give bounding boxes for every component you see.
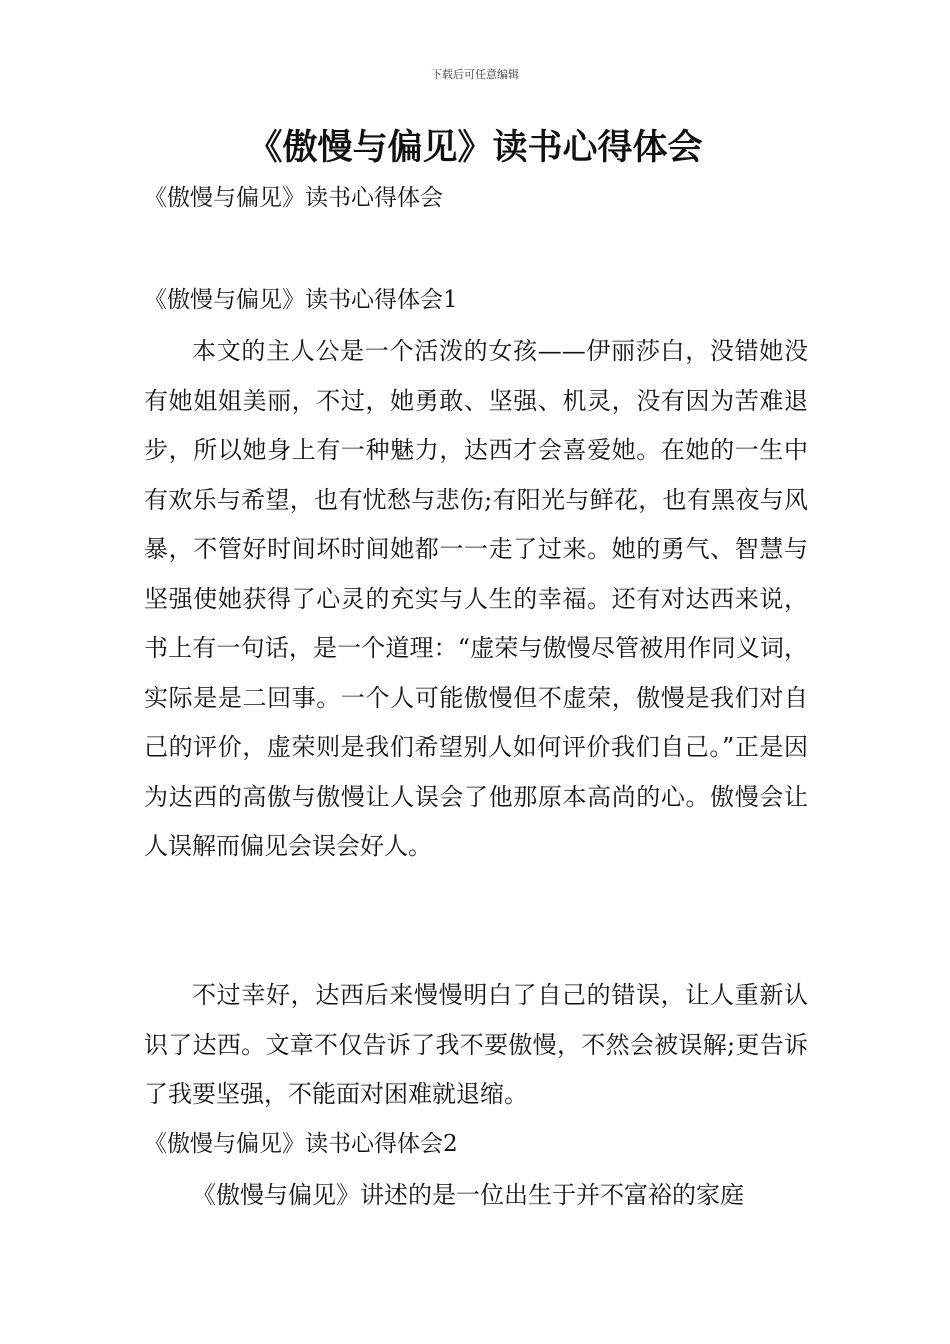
document-subtitle: 《傲慢与偏见》读书心得体会 <box>144 185 443 211</box>
section-2-paragraph-1: 《傲慢与偏见》讲述的是一位出生于并不富裕的家庭 <box>192 1181 744 1209</box>
page-title: 《傲慢与偏见》读书心得体会 <box>247 128 703 168</box>
section-1-paragraph-1: 本文的主人公是一个活泼的女孩——伊丽莎白，没错她没有她姐姐美丽，不过，她勇敢、坚强、机灵，没有因为苦难退步，所以她身上有一种魅力，达西才会喜爱她。在她的一生中有欢乐与希望，也有忧愁与悲伤;有阳光与鲜花，也有黑夜与风暴，不管好时间坏时间她都一一走了过来。她的勇气、智慧与坚强使她获得了心灵的充实与人生的幸福。还有对达西来说，书上有一句话，是一个道理：“虚荣与傲慢尽管被用作同义词，实际是是二回事。一个人可能傲慢但不虚荣，傲慢是我们对自己的评价，虚荣则是我们希望别人如何评价我们自己。”正是因为达西的高傲与傲慢让人误会了他那原本高尚的心。傲慢会让人误解而偏见会误会好人。 <box>144 337 808 860</box>
header-note: 下载后可任意编辑 <box>431 68 519 81</box>
section-heading-2: 《傲慢与偏见》读书心得体会2 <box>144 1131 458 1157</box>
section-1-paragraph-2: 不过幸好，达西后来慢慢明白了自己的错误，让人重新认识了达西。文章不仅告诉了我不要傲慢，不然会被误解;更告诉了我要坚强，不能面对困难就退缩。 <box>144 981 808 1108</box>
section-heading-1: 《傲慢与偏见》读书心得体会1 <box>144 287 458 313</box>
